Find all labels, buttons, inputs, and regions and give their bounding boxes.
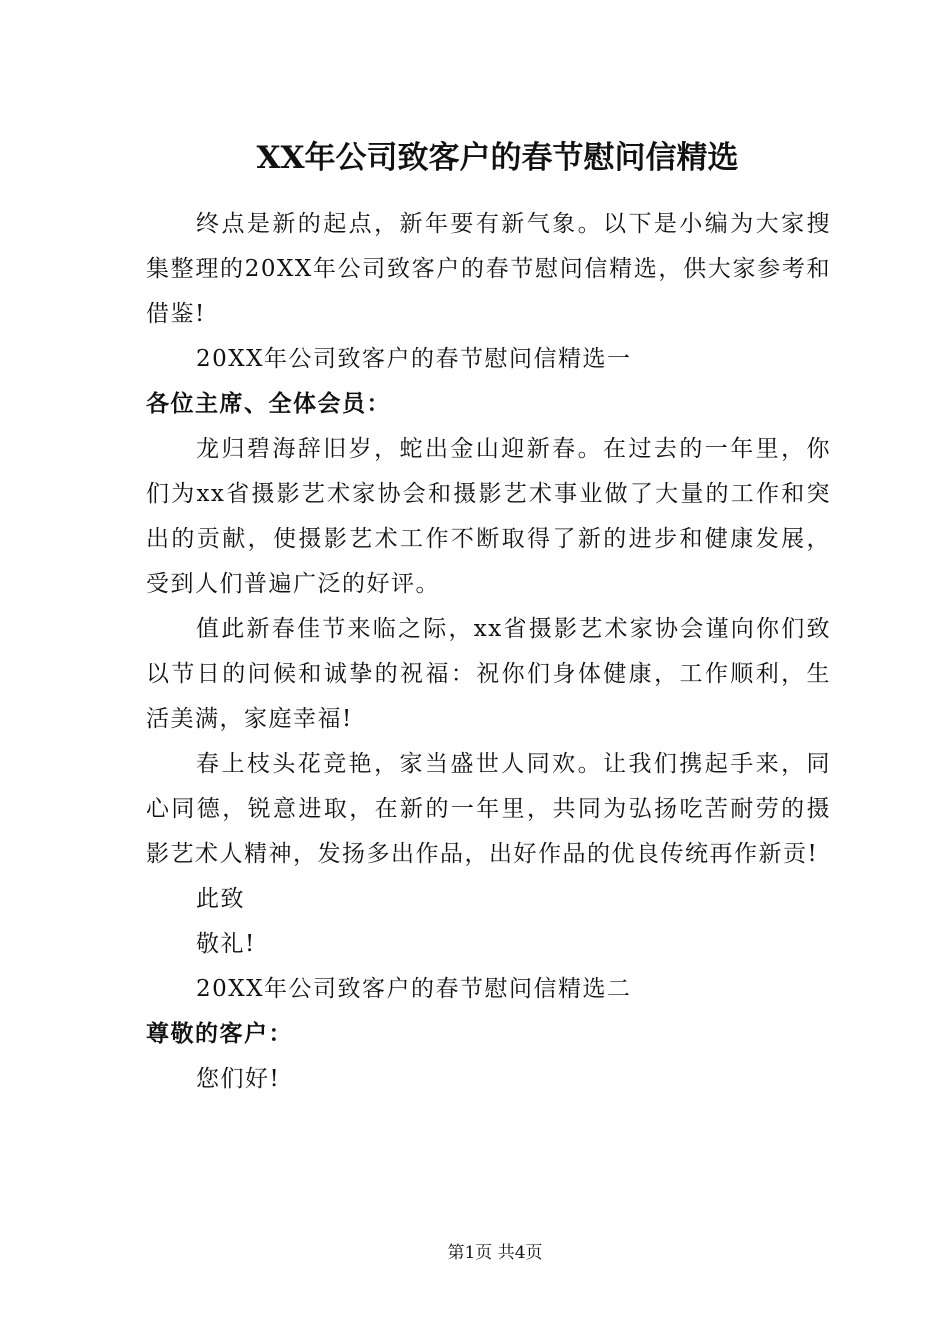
salutation-customers: 尊敬的客户： bbox=[146, 1021, 293, 1047]
closing-line-1: 此致 bbox=[196, 886, 245, 912]
body-paragraph-2: 值此新春佳节来临之际，xx省摄影艺术家协会谨向你们致以节日的问候和诚挚的祝福：祝你们身体健康，工作顺利，生活美满，家庭幸福! bbox=[146, 616, 831, 732]
page-footer: 第1页 共4页 bbox=[447, 1243, 543, 1263]
section-heading-one: 20XX年公司致客户的春节慰问信精选一 bbox=[196, 346, 632, 372]
body-paragraph-3: 春上枝头花竞艳，家当盛世人同欢。让我们携起手来，同心同德，锐意进取，在新的一年里，共同为弘扬吃苦耐劳的摄影艺术人精神，发扬多出作品，出好作品的优良传统再作新贡! bbox=[146, 751, 831, 867]
intro-paragraph: 终点是新的起点，新年要有新气象。以下是小编为大家搜集整理的20XX年公司致客户的春节慰问信精选，供大家参考和借鉴! bbox=[146, 211, 831, 327]
section-heading-two: 20XX年公司致客户的春节慰问信精选二 bbox=[196, 976, 632, 1002]
body-paragraph-1: 龙归碧海辞旧岁，蛇出金山迎新春。在过去的一年里，你们为xx省摄影艺术家协会和摄影艺术事业做了大量的工作和突出的贡献，使摄影艺术工作不断取得了新的进步和健康发展，受到人们普遍广泛的好评。 bbox=[146, 436, 831, 597]
closing-line-2: 敬礼! bbox=[196, 931, 256, 957]
document-title: XX年公司致客户的春节慰问信精选 bbox=[256, 140, 739, 176]
greeting-line: 您们好! bbox=[196, 1066, 281, 1092]
document-body bbox=[146, 202, 831, 1102]
salutation-members: 各位主席、全体会员： bbox=[146, 391, 391, 417]
